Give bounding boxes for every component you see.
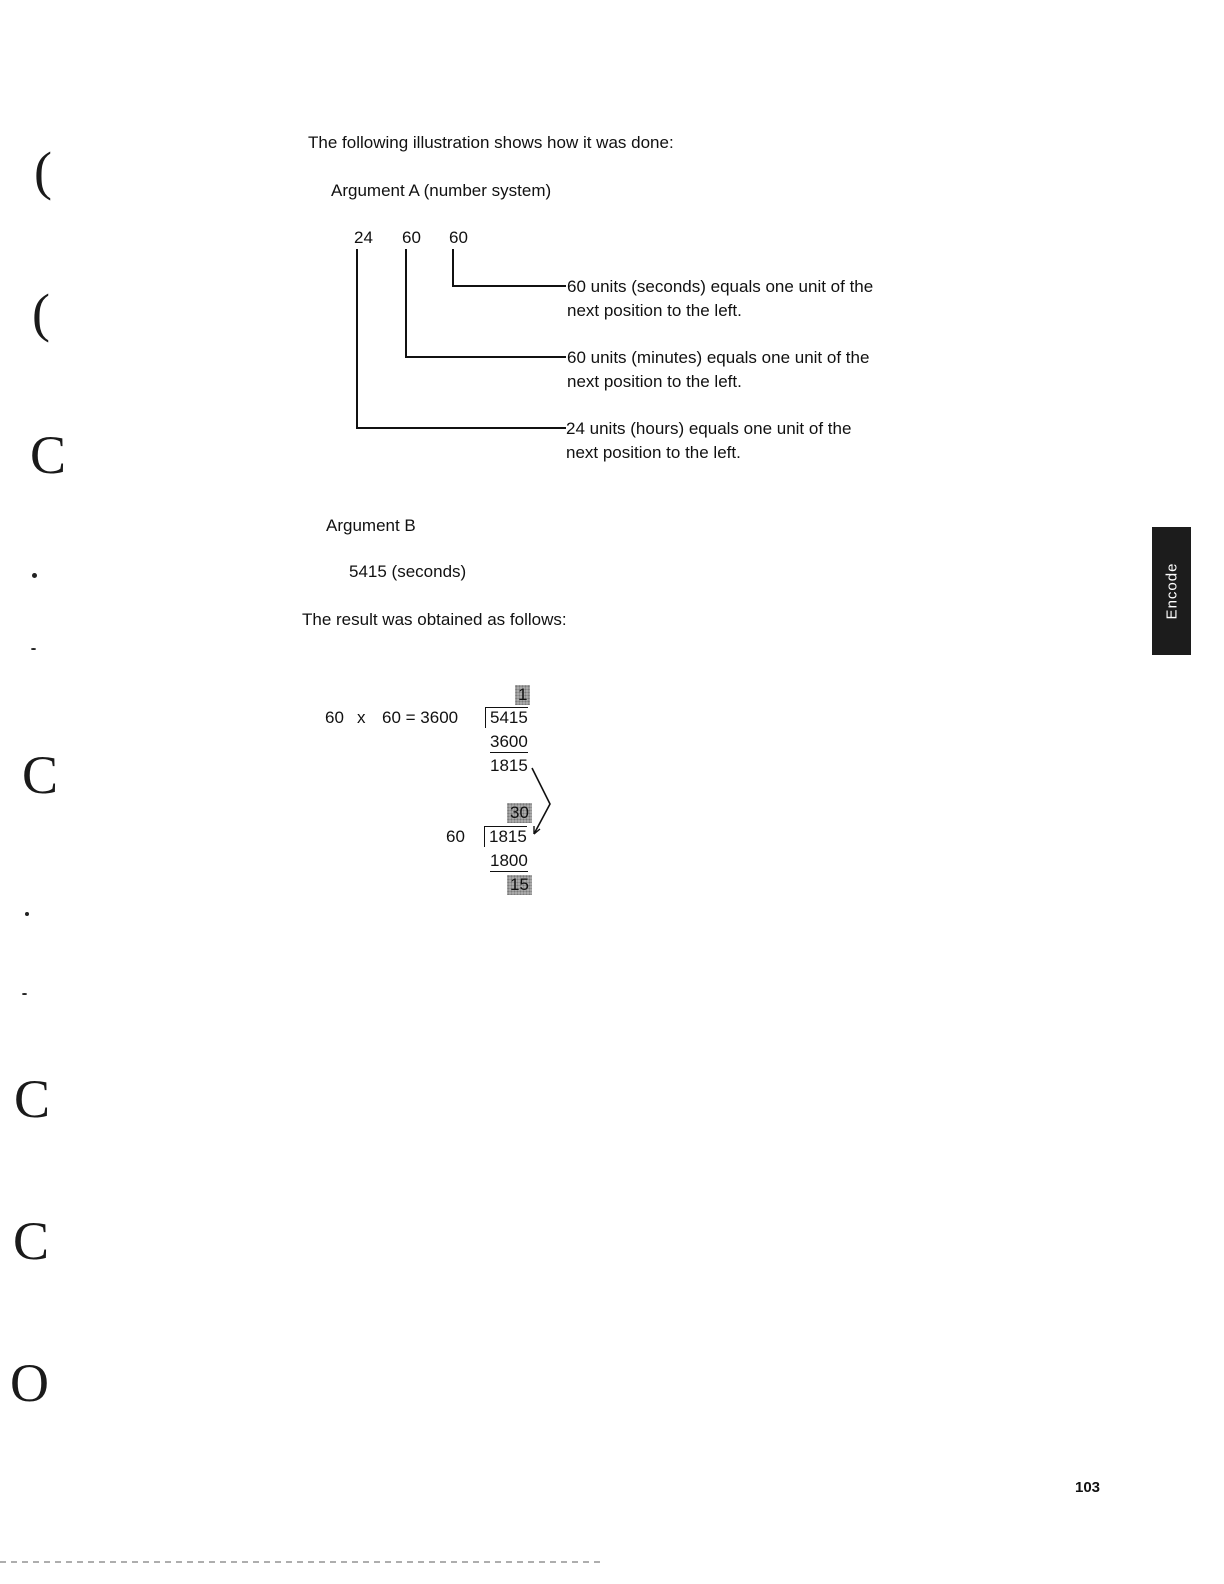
connector-minutes-vertical [405,249,407,357]
annotation-seconds-line1: 60 units (seconds) equals one unit of the [567,277,874,296]
second-divisor: 60 [446,827,465,846]
binder-hole-mark: O [10,1353,49,1413]
intro-text: The following illustration shows how it was done: [308,133,674,152]
first-remainder: 1815 [490,756,528,775]
binder-hole-mark: C [13,1211,50,1271]
second-subtract: 1800 [490,851,528,870]
connector-minutes-horizontal [405,356,566,358]
scan-speck [22,993,27,995]
annotation-minutes-line1: 60 units (minutes) equals one unit of the [567,348,870,367]
number-60-seconds: 60 [449,228,468,247]
first-multiplier: 60 = 3600 [382,708,459,727]
connector-seconds-vertical [452,249,454,286]
connector-hours-vertical [356,249,358,428]
section-tab-label: Encode [1163,562,1180,620]
section-tab-encode [1152,527,1191,655]
binder-hole-mark: ( [34,141,52,201]
annotation-hours-line1: 24 units (hours) equals one unit of the [566,419,852,438]
result-intro-text: The result was obtained as follows: [302,610,567,629]
number-60-minutes: 60 [402,228,421,247]
page-number: 103 [1075,1479,1101,1496]
connector-seconds-horizontal [452,285,566,287]
number-24: 24 [354,228,373,247]
first-dividend: 5415 [485,707,528,728]
second-remainder: 15 [507,875,532,895]
argument-b-heading: Argument B [326,516,416,535]
connector-hours-horizontal [356,427,566,429]
binder-hole-mark: C [14,1069,51,1129]
annotation-hours-line2: next position to the left. [566,443,741,462]
second-dividend: 1815 [484,826,527,847]
annotation-minutes-line2: next position to the left. [567,372,742,391]
argument-b-value: 5415 (seconds) [349,562,467,581]
second-quotient: 30 [507,803,532,823]
argument-a-heading: Argument A (number system) [331,181,552,200]
times-sign: x [357,708,366,727]
annotation-seconds-line2: next position to the left. [567,301,742,320]
scan-speck [25,912,29,916]
binder-hole-mark: C [30,425,67,485]
binder-hole-mark: C [22,745,59,805]
carry-arrow [525,760,561,840]
first-quotient: 1 [515,685,530,705]
scan-speck [31,648,36,650]
first-subtract: 3600 [490,732,528,751]
first-multiplicand: 60 [325,708,344,727]
scan-edge-artifact [0,1561,600,1563]
binder-hole-mark: ( [32,283,50,343]
scan-speck [32,573,37,578]
